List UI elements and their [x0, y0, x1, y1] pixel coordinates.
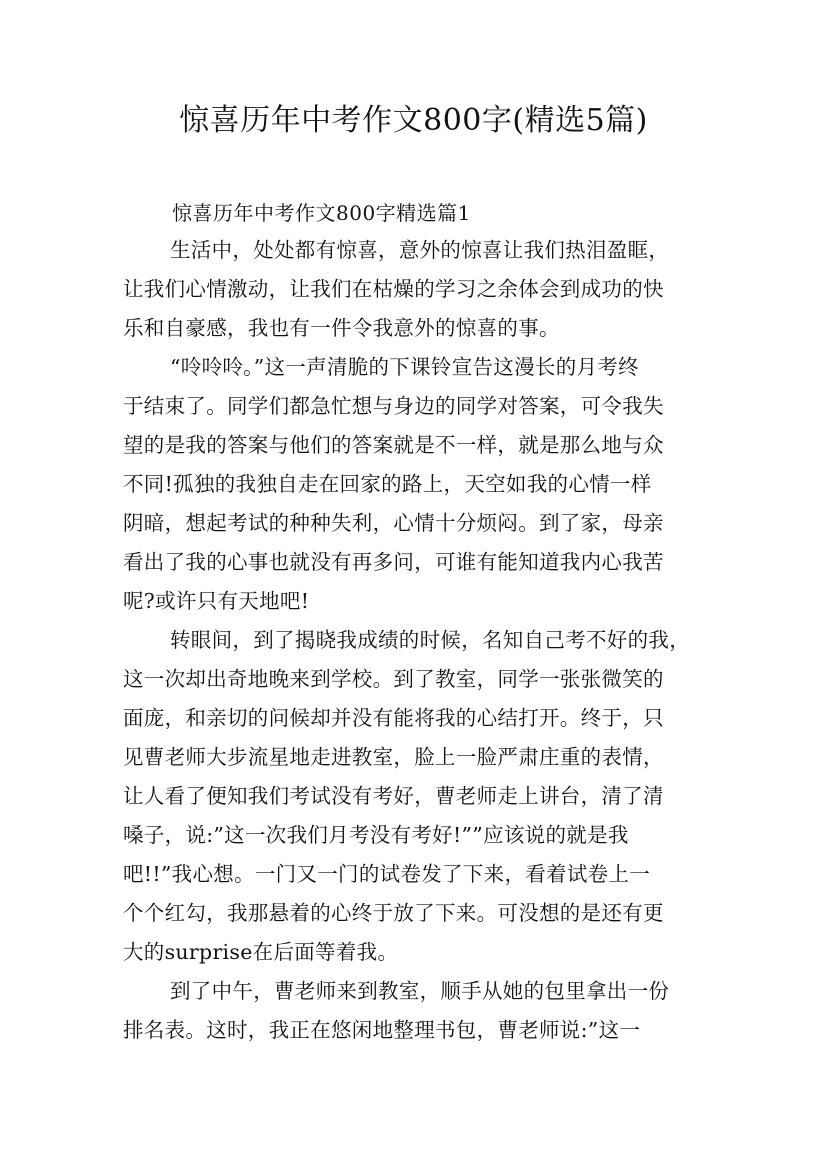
text-line: 乐和自豪感，我也有一件令我意外的惊喜的事。 — [123, 316, 560, 340]
document-title: 惊喜历年中考作文800字(精选5篇) — [179, 103, 648, 138]
text-line: 生活中，处处都有惊喜，意外的惊喜让我们热泪盈眶， — [170, 238, 670, 262]
text-line: 于结束了。同学们都急忙想与身边的同学对答案，可令我失 — [123, 394, 664, 418]
text-line: “呤呤呤。”这一声清脆的下课铃宣告这漫长的月考终 — [170, 355, 639, 379]
text-line: 看出了我的心事也就没有再多问，可谁有能知道我内心我苦 — [123, 550, 664, 574]
text-line: 个个红勾，我那悬着的心终于放了下来。可没想的是还有更 — [123, 901, 664, 925]
section-heading: 惊喜历年中考作文800字精选篇1 — [172, 201, 471, 225]
text-line: 让人看了便知我们考试没有考好，曹老师走上讲台，清了清 — [123, 784, 664, 808]
essay-body — [123, 231, 705, 1050]
text-line: 不同!孤独的我独自走在回家的路上，天空如我的心情一样 — [123, 472, 652, 496]
text-line: 望的是我的答案与他们的答案就是不一样，就是那么地与众 — [123, 433, 664, 457]
text-line: 呢?或许只有天地吧! — [123, 589, 310, 613]
text-line: 见曹老师大步流星地走进教室，脸上一脸严肃庄重的表情， — [123, 745, 664, 769]
text-line: 转眼间，到了揭晓我成绩的时候，名知自己考不好的我， — [170, 628, 690, 652]
text-line: 大的surprise在后面等着我。 — [123, 940, 399, 964]
text-line: 排名表。这时，我正在悠闲地整理书包，曹老师说:”这一 — [123, 1018, 641, 1042]
text-line: 阴暗，想起考试的种种失利，心情十分烦闷。到了家，母亲 — [123, 511, 664, 535]
text-line: 到了中午，曹老师来到教室，顺手从她的包里拿出一份 — [170, 979, 670, 1003]
text-line: 吧!!”我心想。一门又一门的试卷发了下来，看着试卷上一 — [123, 862, 651, 886]
text-line: 这一次却出奇地晚来到学校。到了教室，同学一张张微笑的 — [123, 667, 664, 691]
text-line: 嗓子，说:”这一次我们月考没有考好!””应该说的就是我 — [123, 823, 629, 847]
text-line: 让我们心情激动，让我们在枯燥的学习之余体会到成功的快 — [123, 277, 664, 301]
text-line: 面庞，和亲切的问候却并没有能将我的心结打开。终于，只 — [123, 706, 664, 730]
